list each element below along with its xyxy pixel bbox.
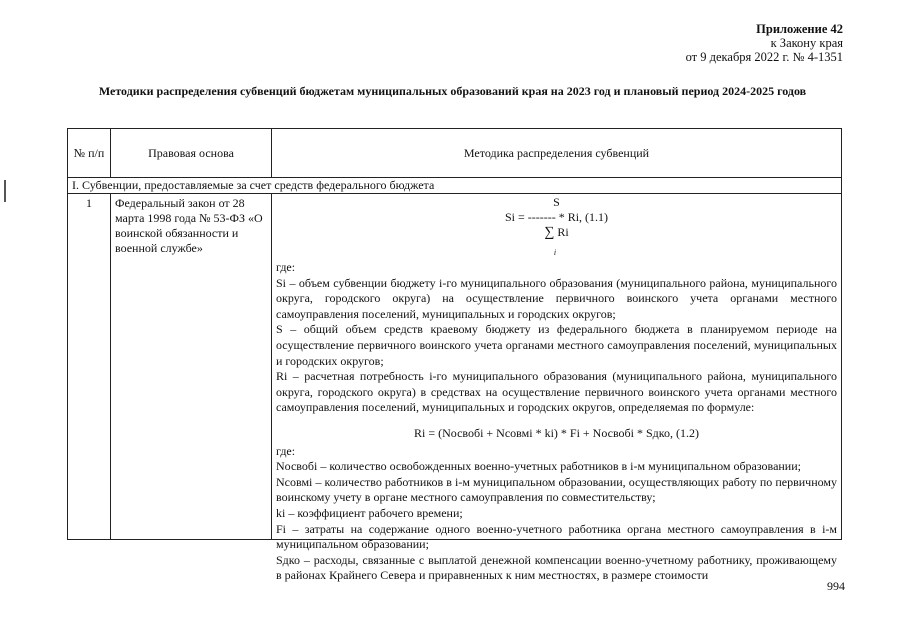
header-method: Методика распределения субвенций [272, 129, 842, 178]
header-num: № п/п [68, 129, 111, 178]
row-method [272, 194, 842, 583]
sum-index: i [553, 248, 557, 257]
formula-numerator: S [553, 195, 560, 209]
definition-nsovm: Nсовмi – количество работников в i-м муниципальном образовании, осуществляющих работу по первичному воинскому учету в органе местного самоуправления по совместительству; [276, 474, 837, 505]
section-row [68, 178, 842, 194]
definition-si: Si – объем субвенции бюджету i-го муниципального образования (муниципального района, муниципального округа, городского округа) на осуществление первичного воинского учета органами местного самоуправления поселений, муниципальных и городских округов; [276, 275, 837, 321]
formula-line: Si = ------- * Ri, (1.1) [504, 210, 609, 224]
where-label-2: где: [276, 443, 296, 458]
definition-ri: Ri – расчетная потребность i-го муниципального образования (муниципального района, муниципального округа, городского округа) в средствах на осуществление первичного воинского учета органами местного самоуправления поселений, муниципальных и городских округов, определяемая по формуле: [276, 369, 837, 415]
definition-s: S – общий объем средств краевому бюджету из федерального бюджета в планируемом периоде на осуществление первичного воинского учета органами местного самоуправления поселений, муниципальных и городских округов; [276, 322, 837, 368]
header-basis: Правовая основа [111, 129, 272, 178]
appendix-header [686, 22, 843, 64]
row-legal-basis: Федеральный закон от 28 марта 1998 года № 53-ФЗ «О воинской обязанности и военной службе» [111, 194, 272, 540]
sum-symbol: ∑ [544, 225, 555, 240]
definition-fi: Fi – затраты на содержание одного военно-учетного работника органа местного самоуправления в i-м муниципальном образовании; [276, 521, 837, 552]
section-title: I. Субвенции, предоставляемые за счет средств федерального бюджета [68, 178, 842, 194]
where-label-1: где: [276, 260, 296, 274]
formula-1-2: Ri = (Nосвобi + Nсовмi * ki) * Fi + Nосвобi * Sдко, (1.2) [414, 425, 699, 440]
methods-table [67, 128, 842, 583]
formula-denominator [276, 225, 837, 260]
row-number: 1 [68, 194, 111, 540]
definition-ki: ki – коэффициент рабочего времени; [276, 505, 463, 520]
page-number: 994 [827, 579, 845, 593]
definition-nosvob: Nосвобi – количество освобожденных военно-учетных работников в i-м муниципальном образовании; [276, 459, 801, 474]
table-row [68, 194, 842, 540]
appendix-date: от 9 декабря 2022 г. № 4-1351 [685, 50, 843, 64]
table-header-row [68, 129, 842, 178]
appendix-law-ref: к Закону края [770, 36, 843, 50]
scan-edge-mark [4, 180, 6, 202]
formula-1-1 [276, 195, 837, 260]
definition-sdko: Sдко – расходы, связанные с выплатой денежной компенсации военно-учетному работнику, проживающему в районах Крайнего Севера и приравненных к ним местностях, в размере стоимости [276, 552, 837, 583]
sum-term: Ri [557, 225, 569, 239]
appendix-number: Приложение 42 [756, 22, 843, 36]
document-title: Методики распределения субвенций бюджетам муниципальных образований края на 2023 год и плановый период 2024-2025 годов [98, 84, 807, 98]
